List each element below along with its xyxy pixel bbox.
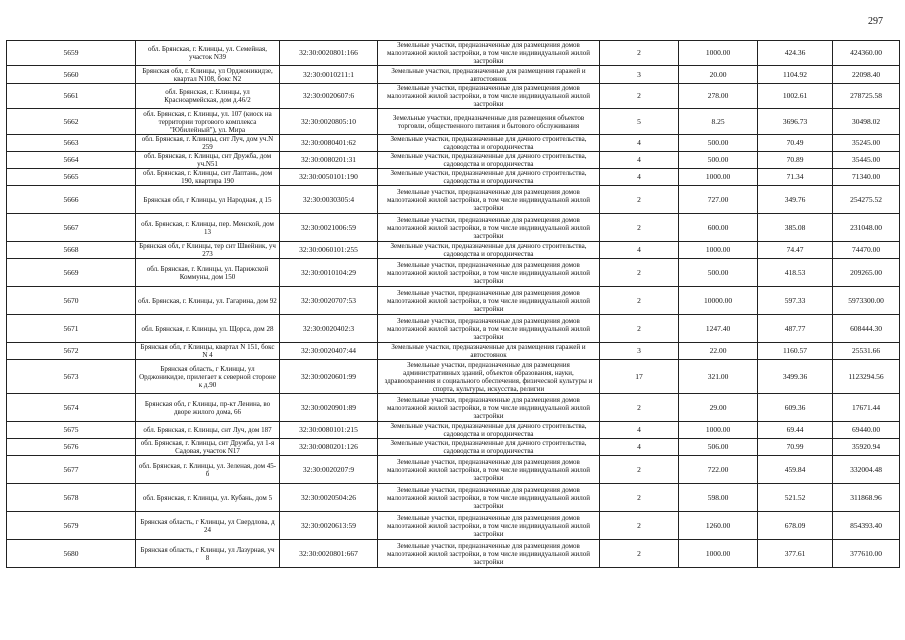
specific-value-cell: 69.44 bbox=[758, 422, 833, 439]
address-cell: обл. Брянская, г. Клинцы, пер. Менской, дом 13 bbox=[136, 214, 280, 242]
specific-value-cell: 459.84 bbox=[758, 456, 833, 484]
land-use-cell: Земельные участки, предназначенные для размещения домов малоэтажной жилой застройки, в том числе индивидуальной жилой застройки bbox=[378, 259, 600, 287]
cadastral-number-cell: 32:30:0080201:126 bbox=[280, 439, 378, 456]
specific-value-cell: 597.33 bbox=[758, 287, 833, 315]
address-cell: Брянская область, г Клинцы, ул Свердлова, д 24 bbox=[136, 512, 280, 540]
table-row bbox=[7, 287, 900, 315]
cadastral-number-cell: 32:30:0050101:190 bbox=[280, 169, 378, 186]
table-row bbox=[7, 66, 900, 84]
area-cell: 321.00 bbox=[679, 360, 758, 394]
area-cell: 722.00 bbox=[679, 456, 758, 484]
area-cell: 22.00 bbox=[679, 343, 758, 360]
group-cell: 2 bbox=[600, 456, 679, 484]
land-use-cell: Земельные участки, предназначенные для размещения гаражей и автостоянок bbox=[378, 66, 600, 84]
row-number-cell: 5677 bbox=[7, 456, 136, 484]
cadastral-number-cell: 32:30:0020805:10 bbox=[280, 109, 378, 135]
address-cell: обл. Брянская, г. Клинцы, снт Луч, дом 187 bbox=[136, 422, 280, 439]
cadastral-value-cell: 17671.44 bbox=[833, 394, 900, 422]
cadastral-value-cell: 278725.58 bbox=[833, 84, 900, 109]
row-number-cell: 5675 bbox=[7, 422, 136, 439]
cadastral-value-cell: 74470.00 bbox=[833, 242, 900, 259]
row-number-cell: 5664 bbox=[7, 152, 136, 169]
row-number-cell: 5676 bbox=[7, 439, 136, 456]
group-cell: 2 bbox=[600, 41, 679, 66]
cadastral-value-cell: 254275.52 bbox=[833, 186, 900, 214]
cadastral-number-cell: 32:30:0020207:9 bbox=[280, 456, 378, 484]
cadastral-value-cell: 35445.00 bbox=[833, 152, 900, 169]
specific-value-cell: 3499.36 bbox=[758, 360, 833, 394]
cadastral-value-cell: 854393.40 bbox=[833, 512, 900, 540]
area-cell: 500.00 bbox=[679, 135, 758, 152]
address-cell: Брянская обл, г. Клинцы, ул Орджоникидзе, квартал N108, бокс N2 bbox=[136, 66, 280, 84]
land-use-cell: Земельные участки, предназначенные для дачного строительства, садоводства и огородничества bbox=[378, 169, 600, 186]
cadastral-value-cell: 30498.02 bbox=[833, 109, 900, 135]
area-cell: 29.00 bbox=[679, 394, 758, 422]
address-cell: обл. Брянская, г. Клинцы, ул. 107 (киоск на территории торгового комплекса "Юбилейный"), ул. Мира bbox=[136, 109, 280, 135]
cadastral-value-cell: 22098.40 bbox=[833, 66, 900, 84]
group-cell: 5 bbox=[600, 109, 679, 135]
specific-value-cell: 70.49 bbox=[758, 135, 833, 152]
cadastral-number-cell: 32:30:0080201:31 bbox=[280, 152, 378, 169]
specific-value-cell: 1160.57 bbox=[758, 343, 833, 360]
table-row bbox=[7, 343, 900, 360]
address-cell: обл. Брянская, г. Клинцы, снт Лаптань, дом 190, квартира 190 bbox=[136, 169, 280, 186]
group-cell: 2 bbox=[600, 214, 679, 242]
page-number: 297 bbox=[868, 16, 883, 27]
cadastral-number-cell: 32:30:0020607:6 bbox=[280, 84, 378, 109]
cadastral-number-cell: 32:30:0020613:59 bbox=[280, 512, 378, 540]
row-number-cell: 5674 bbox=[7, 394, 136, 422]
land-use-cell: Земельные участки, предназначенные для размещения домов малоэтажной жилой застройки, в том числе индивидуальной жилой застройки bbox=[378, 84, 600, 109]
cadastral-number-cell: 32:30:0080101:215 bbox=[280, 422, 378, 439]
cadastral-number-cell: 32:30:0060101:255 bbox=[280, 242, 378, 259]
row-number-cell: 5659 bbox=[7, 41, 136, 66]
group-cell: 2 bbox=[600, 512, 679, 540]
area-cell: 278.00 bbox=[679, 84, 758, 109]
specific-value-cell: 678.09 bbox=[758, 512, 833, 540]
table-row bbox=[7, 512, 900, 540]
group-cell: 2 bbox=[600, 540, 679, 568]
area-cell: 727.00 bbox=[679, 186, 758, 214]
cadastral-number-cell: 32:30:0010104:29 bbox=[280, 259, 378, 287]
cadastral-value-cell: 5973300.00 bbox=[833, 287, 900, 315]
address-cell: обл. Брянская, г. Клинцы, снт Дружба, ул 1-я Садовая, участок N17 bbox=[136, 439, 280, 456]
area-cell: 1000.00 bbox=[679, 169, 758, 186]
specific-value-cell: 418.53 bbox=[758, 259, 833, 287]
land-use-cell: Земельные участки, предназначенные для размещения домов малоэтажной жилой застройки, в том числе индивидуальной жилой застройки bbox=[378, 287, 600, 315]
group-cell: 4 bbox=[600, 169, 679, 186]
group-cell: 3 bbox=[600, 66, 679, 84]
cadastral-value-cell: 311868.96 bbox=[833, 484, 900, 512]
table-row bbox=[7, 84, 900, 109]
address-cell: обл. Брянская, г. Клинцы, ул. Зеленая, дом 45-б bbox=[136, 456, 280, 484]
row-number-cell: 5679 bbox=[7, 512, 136, 540]
table-row bbox=[7, 259, 900, 287]
land-use-cell: Земельные участки, предназначенные для размещения домов малоэтажной жилой застройки, в том числе индивидуальной жилой застройки bbox=[378, 41, 600, 66]
group-cell: 4 bbox=[600, 135, 679, 152]
specific-value-cell: 377.61 bbox=[758, 540, 833, 568]
table-row bbox=[7, 394, 900, 422]
area-cell: 506.00 bbox=[679, 439, 758, 456]
specific-value-cell: 70.89 bbox=[758, 152, 833, 169]
cadastral-value-cell: 69440.00 bbox=[833, 422, 900, 439]
specific-value-cell: 385.08 bbox=[758, 214, 833, 242]
address-cell: обл. Брянская, г. Клинцы, ул. Кубань, дом 5 bbox=[136, 484, 280, 512]
table-row bbox=[7, 41, 900, 66]
address-cell: Брянская область, г Клинцы, ул Орджоникидзе, прилегает к северной стороне к д.90 bbox=[136, 360, 280, 394]
table-row bbox=[7, 242, 900, 259]
group-cell: 3 bbox=[600, 343, 679, 360]
address-cell: обл. Брянская, г. Клинцы, ул. Парижской Коммуны, дом 150 bbox=[136, 259, 280, 287]
group-cell: 4 bbox=[600, 242, 679, 259]
land-use-cell: Земельные участки, предназначенные для размещения домов малоэтажной жилой застройки, в том числе индивидуальной жилой застройки bbox=[378, 484, 600, 512]
land-use-cell: Земельные участки, предназначенные для размещения объектов торговли, общественного питания и бытового обслуживания bbox=[378, 109, 600, 135]
land-use-cell: Земельные участки, предназначенные для дачного строительства, садоводства и огородничества bbox=[378, 439, 600, 456]
land-use-cell: Земельные участки, предназначенные для дачного строительства, садоводства и огородничества bbox=[378, 152, 600, 169]
row-number-cell: 5661 bbox=[7, 84, 136, 109]
group-cell: 2 bbox=[600, 394, 679, 422]
land-use-cell: Земельные участки, предназначенные для размещения домов малоэтажной жилой застройки, в том числе индивидуальной жилой застройки bbox=[378, 512, 600, 540]
cadastral-value-cell: 35245.00 bbox=[833, 135, 900, 152]
land-use-cell: Земельные участки, предназначенные для размещения домов малоэтажной жилой застройки, в том числе индивидуальной жилой застройки bbox=[378, 540, 600, 568]
address-cell: Брянская обл, г Клинцы, пр-кт Ленина, во дворе жилого дома, 66 bbox=[136, 394, 280, 422]
area-cell: 20.00 bbox=[679, 66, 758, 84]
area-cell: 1000.00 bbox=[679, 540, 758, 568]
specific-value-cell: 424.36 bbox=[758, 41, 833, 66]
cadastral-number-cell: 32:30:0030305:4 bbox=[280, 186, 378, 214]
address-cell: Брянская область, г Клинцы, ул Лазурная, уч 8 bbox=[136, 540, 280, 568]
cadastral-number-cell: 32:30:0020407:44 bbox=[280, 343, 378, 360]
row-number-cell: 5666 bbox=[7, 186, 136, 214]
group-cell: 2 bbox=[600, 315, 679, 343]
table-row bbox=[7, 422, 900, 439]
land-use-cell: Земельные участки, предназначенные для размещения домов малоэтажной жилой застройки, в том числе индивидуальной жилой застройки bbox=[378, 214, 600, 242]
row-number-cell: 5663 bbox=[7, 135, 136, 152]
land-use-cell: Земельные участки, предназначенные для размещения домов малоэтажной жилой застройки, в том числе индивидуальной жилой застройки bbox=[378, 315, 600, 343]
specific-value-cell: 609.36 bbox=[758, 394, 833, 422]
land-use-cell: Земельные участки, предназначенные для размещения административных зданий, объектов образования, науки, здравоохранения и социального обеспечения, физической культуры и спорта, культуры, искусства, религии bbox=[378, 360, 600, 394]
table-row bbox=[7, 439, 900, 456]
row-number-cell: 5672 bbox=[7, 343, 136, 360]
cadastral-number-cell: 32:30:0010211:1 bbox=[280, 66, 378, 84]
row-number-cell: 5662 bbox=[7, 109, 136, 135]
address-cell: обл. Брянская, г. Клинцы, ул Красноармейская, дом д.46/2 bbox=[136, 84, 280, 109]
cadastral-value-cell: 231048.00 bbox=[833, 214, 900, 242]
group-cell: 2 bbox=[600, 484, 679, 512]
cadastral-number-cell: 32:30:0020801:667 bbox=[280, 540, 378, 568]
row-number-cell: 5671 bbox=[7, 315, 136, 343]
area-cell: 500.00 bbox=[679, 152, 758, 169]
group-cell: 4 bbox=[600, 422, 679, 439]
group-cell: 2 bbox=[600, 186, 679, 214]
cadastral-number-cell: 32:30:0021006:59 bbox=[280, 214, 378, 242]
row-number-cell: 5673 bbox=[7, 360, 136, 394]
row-number-cell: 5668 bbox=[7, 242, 136, 259]
cadastral-number-cell: 32:30:0020707:53 bbox=[280, 287, 378, 315]
cadastral-value-cell: 35920.94 bbox=[833, 439, 900, 456]
cadastral-number-cell: 32:30:0080401:62 bbox=[280, 135, 378, 152]
table-row bbox=[7, 484, 900, 512]
area-cell: 1260.00 bbox=[679, 512, 758, 540]
group-cell: 4 bbox=[600, 439, 679, 456]
area-cell: 1000.00 bbox=[679, 41, 758, 66]
area-cell: 8.25 bbox=[679, 109, 758, 135]
row-number-cell: 5665 bbox=[7, 169, 136, 186]
area-cell: 598.00 bbox=[679, 484, 758, 512]
table-row bbox=[7, 186, 900, 214]
table-row bbox=[7, 135, 900, 152]
cadastral-number-cell: 32:30:0020402:3 bbox=[280, 315, 378, 343]
specific-value-cell: 3696.73 bbox=[758, 109, 833, 135]
area-cell: 1247.40 bbox=[679, 315, 758, 343]
address-cell: Брянская обл, г Клинцы, квартал N 151, бокс N 4 bbox=[136, 343, 280, 360]
address-cell: Брянская обл, г Клинцы, ул Народная, д 15 bbox=[136, 186, 280, 214]
row-number-cell: 5680 bbox=[7, 540, 136, 568]
row-number-cell: 5669 bbox=[7, 259, 136, 287]
area-cell: 600.00 bbox=[679, 214, 758, 242]
specific-value-cell: 70.99 bbox=[758, 439, 833, 456]
address-cell: обл. Брянская, г. Клинцы, ул. Щорса, дом 28 bbox=[136, 315, 280, 343]
specific-value-cell: 487.77 bbox=[758, 315, 833, 343]
cadastral-value-cell: 25531.66 bbox=[833, 343, 900, 360]
row-number-cell: 5678 bbox=[7, 484, 136, 512]
land-use-cell: Земельные участки, предназначенные для размещения гаражей и автостоянок bbox=[378, 343, 600, 360]
group-cell: 17 bbox=[600, 360, 679, 394]
row-number-cell: 5660 bbox=[7, 66, 136, 84]
land-use-cell: Земельные участки, предназначенные для дачного строительства, садоводства и огородничества bbox=[378, 422, 600, 439]
area-cell: 500.00 bbox=[679, 259, 758, 287]
cadastral-value-cell: 608444.30 bbox=[833, 315, 900, 343]
area-cell: 1000.00 bbox=[679, 422, 758, 439]
specific-value-cell: 349.76 bbox=[758, 186, 833, 214]
table-row bbox=[7, 169, 900, 186]
land-use-cell: Земельные участки, предназначенные для размещения домов малоэтажной жилой застройки, в том числе индивидуальной жилой застройки bbox=[378, 394, 600, 422]
cadastral-value-cell: 71340.00 bbox=[833, 169, 900, 186]
group-cell: 2 bbox=[600, 84, 679, 109]
land-use-cell: Земельные участки, предназначенные для размещения домов малоэтажной жилой застройки, в том числе индивидуальной жилой застройки bbox=[378, 186, 600, 214]
area-cell: 10000.00 bbox=[679, 287, 758, 315]
cadastral-number-cell: 32:30:0020801:166 bbox=[280, 41, 378, 66]
address-cell: обл. Брянская, г. Клинцы, ул. Семейная, участок N39 bbox=[136, 41, 280, 66]
cadastral-number-cell: 32:30:0020504:26 bbox=[280, 484, 378, 512]
specific-value-cell: 1104.92 bbox=[758, 66, 833, 84]
specific-value-cell: 71.34 bbox=[758, 169, 833, 186]
table-row bbox=[7, 456, 900, 484]
group-cell: 2 bbox=[600, 287, 679, 315]
cadastral-value-cell: 1123294.56 bbox=[833, 360, 900, 394]
group-cell: 2 bbox=[600, 259, 679, 287]
address-cell: обл. Брянская, г. Клинцы, ул. Гагарина, дом 92 bbox=[136, 287, 280, 315]
group-cell: 4 bbox=[600, 152, 679, 169]
address-cell: обл. Брянская, г. Клинцы, снт Луч, дом уч.N 259 bbox=[136, 135, 280, 152]
cadastral-value-table bbox=[6, 40, 900, 568]
cadastral-value-cell: 424360.00 bbox=[833, 41, 900, 66]
row-number-cell: 5670 bbox=[7, 287, 136, 315]
table-row bbox=[7, 315, 900, 343]
table-row bbox=[7, 214, 900, 242]
table-row bbox=[7, 360, 900, 394]
specific-value-cell: 521.52 bbox=[758, 484, 833, 512]
address-cell: Брянская обл, г Клинцы, тер снт Швейник, уч 273 bbox=[136, 242, 280, 259]
row-number-cell: 5667 bbox=[7, 214, 136, 242]
table-row bbox=[7, 152, 900, 169]
land-use-cell: Земельные участки, предназначенные для дачного строительства, садоводства и огородничества bbox=[378, 135, 600, 152]
table-row bbox=[7, 540, 900, 568]
cadastral-number-cell: 32:30:0020901:89 bbox=[280, 394, 378, 422]
land-use-cell: Земельные участки, предназначенные для размещения домов малоэтажной жилой застройки, в том числе индивидуальной жилой застройки bbox=[378, 456, 600, 484]
specific-value-cell: 74.47 bbox=[758, 242, 833, 259]
area-cell: 1000.00 bbox=[679, 242, 758, 259]
address-cell: обл. Брянская, г. Клинцы, снт Дружба, дом уч.N51 bbox=[136, 152, 280, 169]
cadastral-number-cell: 32:30:0020601:99 bbox=[280, 360, 378, 394]
land-use-cell: Земельные участки, предназначенные для дачного строительства, садоводства и огородничества bbox=[378, 242, 600, 259]
cadastral-value-cell: 332004.48 bbox=[833, 456, 900, 484]
cadastral-value-cell: 377610.00 bbox=[833, 540, 900, 568]
specific-value-cell: 1002.61 bbox=[758, 84, 833, 109]
cadastral-value-cell: 209265.00 bbox=[833, 259, 900, 287]
table-row bbox=[7, 109, 900, 135]
